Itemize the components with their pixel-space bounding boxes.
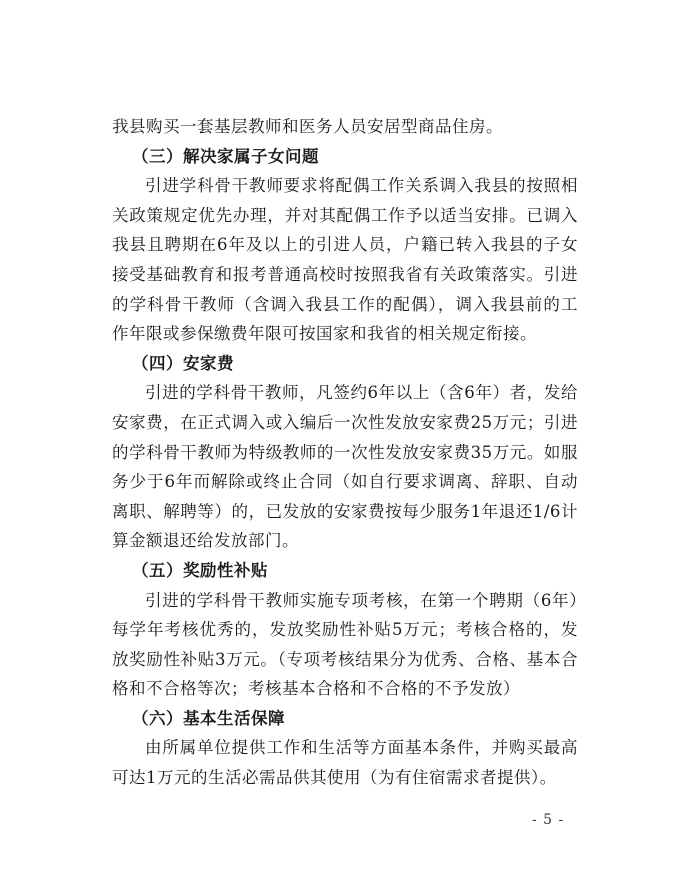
paragraph-family-children: 引进学科骨干教师要求将配偶工作关系调入我县的按照相关政策规定优先办理，并对其配偶工作予以适当安排。已调入我县且聘期在6年及以上的引进人员，户籍已转入我县的子女接受基础教育和报考普通高校时按照我省有关政策落实。引进的学科骨干教师（含调入我县工作的配偶），调入我县前的工作年限或参保缴费年限可按国家和我省的相关规定衔接。 xyxy=(112,176,578,344)
paragraph-settlement-allowance: 引进的学科骨干教师，凡签约6年以上（含6年）者，发给安家费，在正式调入或入编后一次性发放安家费25万元；引进的学科骨干教师为特级教师的一次性发放安家费35万元。如服务少于6年而解除或终止合同（如自行要求调离、辞职、自动离职、解聘等）的，已发放的安家费按每少服务1年退还1/6计算金额退还给发放部门。 xyxy=(112,383,578,551)
paragraph-housing-continuation: 我县购买一套基层教师和医务人员安居型商品住房。 xyxy=(112,117,503,136)
heading-settlement-allowance: （四）安家费 xyxy=(132,353,234,373)
paragraph-incentive-subsidy: 引进的学科骨干教师实施专项考核，在第一个聘期（6年）每学年考核优秀的，发放奖励性补贴5万元；考核合格的，发放奖励性补贴3万元。（专项考核结果分为优秀、合格、基本合格和不合格等次；考核基本合格和不合格的不予发放） xyxy=(112,590,578,699)
document-body xyxy=(112,112,578,793)
heading-incentive-subsidy: （五）奖励性补贴 xyxy=(132,560,268,580)
page-number: - 5 - xyxy=(532,812,565,828)
heading-family-children: （三）解决家属子女问题 xyxy=(132,146,319,166)
heading-living-support: （六）基本生活保障 xyxy=(132,708,285,728)
paragraph-living-support: 由所属单位提供工作和生活等方面基本条件，并购买最高可达1万元的生活必需品供其使用（为有住宿需求者提供）。 xyxy=(112,738,578,788)
